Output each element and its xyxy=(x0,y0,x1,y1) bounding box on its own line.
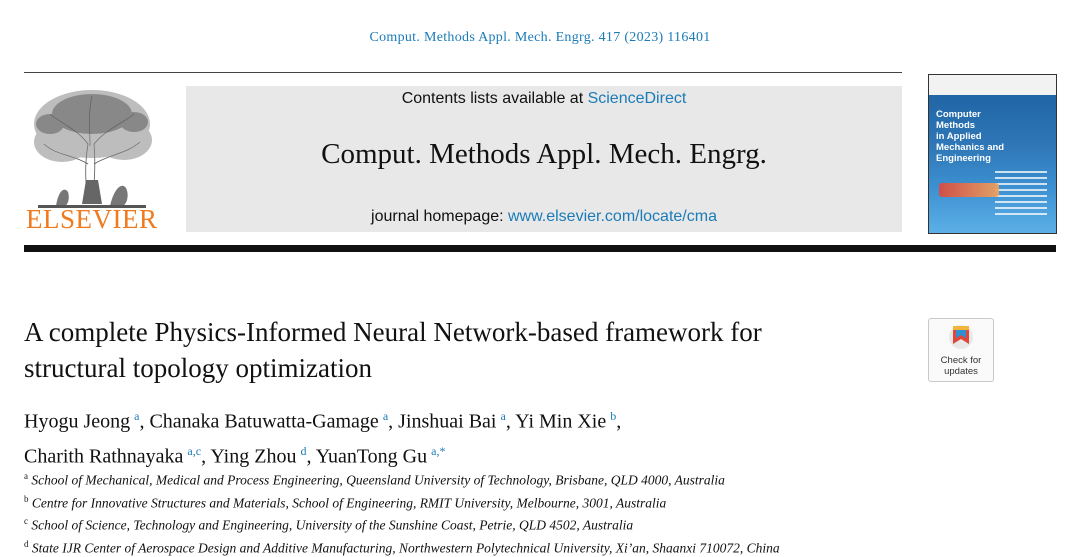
author-name[interactable]: YuanTong Gu xyxy=(316,445,427,467)
cover-graphic xyxy=(939,183,999,197)
affiliation-list xyxy=(24,467,1064,557)
affiliation-item xyxy=(24,467,1064,490)
cover-title xyxy=(936,109,1051,164)
author-name[interactable]: Yi Min Xie xyxy=(515,411,606,433)
affiliation-text: School of Science, Technology and Engineering, University of the Sunshine Coast, Petrie, QLD 4502, Australia xyxy=(31,518,633,533)
author-affiliation-marker[interactable]: d xyxy=(300,444,306,458)
affiliation-text: School of Mechanical, Medical and Process Engineering, Queensland University of Technology, Brisbane, QLD 4000, Australia xyxy=(31,473,725,488)
author-name[interactable]: Chanaka Batuwatta-Gamage xyxy=(149,411,378,433)
contents-prefix: Contents lists available at xyxy=(402,90,588,107)
affiliation-key: c xyxy=(24,516,28,526)
author-line xyxy=(24,402,924,437)
author-affiliation-marker[interactable]: a xyxy=(383,409,388,423)
journal-homepage-line xyxy=(186,208,902,226)
article-title xyxy=(24,314,904,386)
author-separator: , xyxy=(201,445,210,467)
journal-citation[interactable]: Comput. Methods Appl. Mech. Engrg. 417 (2023) 116401 xyxy=(0,30,1080,46)
affiliation-text: Centre for Innovative Structures and Materials, School of Engineering, RMIT University, Melbourne, 3001, Australia xyxy=(32,495,666,510)
check-updates-line: updates xyxy=(929,366,993,377)
publisher-name: ELSEVIER xyxy=(26,204,166,235)
check-updates-label xyxy=(929,355,993,377)
homepage-prefix: journal homepage: xyxy=(371,208,508,225)
author-name[interactable]: Ying Zhou xyxy=(210,445,296,467)
cover-title-line: Methods xyxy=(936,120,1051,131)
cover-header-strip xyxy=(929,75,1056,95)
affiliation-key: a xyxy=(24,471,28,481)
author-separator: , xyxy=(616,411,621,433)
header-divider xyxy=(24,72,902,73)
cover-title-line: Computer xyxy=(936,109,1051,120)
cover-title-line: Engineering xyxy=(936,153,1051,164)
header-bottom-rule xyxy=(24,245,1056,252)
author-affiliation-marker[interactable]: a xyxy=(134,409,139,423)
affiliation-key: b xyxy=(24,494,29,504)
affiliation-key: d xyxy=(24,539,29,549)
banner-journal-title: Comput. Methods Appl. Mech. Engrg. xyxy=(186,138,902,171)
author-name[interactable]: Charith Rathnayaka xyxy=(24,445,183,467)
author-name[interactable]: Jinshuai Bai xyxy=(398,411,496,433)
affiliation-text: State IJR Center of Aerospace Design and Additive Manufacturing, Northwestern Polytechnical University, Xi’an, Shaanxi 710072, China xyxy=(32,540,780,555)
author-separator: , xyxy=(139,411,149,433)
article-title-line: A complete Physics-Informed Neural Network-based framework for xyxy=(24,314,904,350)
author-separator: , xyxy=(388,411,398,433)
author-separator: , xyxy=(506,411,515,433)
author-separator: , xyxy=(306,445,315,467)
affiliation-item xyxy=(24,512,1064,535)
affiliation-item xyxy=(24,490,1064,513)
cover-title-line: in Applied xyxy=(936,131,1051,142)
author-affiliation-marker[interactable]: a,* xyxy=(431,444,445,458)
cover-editor-list xyxy=(995,171,1047,219)
journal-homepage-link[interactable]: www.elsevier.com/locate/cma xyxy=(508,208,717,225)
author-list xyxy=(24,402,924,471)
sciencedirect-link[interactable]: ScienceDirect xyxy=(588,90,687,107)
article-title-line: structural topology optimization xyxy=(24,350,904,386)
author-affiliation-marker[interactable]: a xyxy=(501,409,506,423)
journal-banner xyxy=(186,86,902,232)
check-updates-line: Check for xyxy=(929,355,993,366)
journal-cover-image[interactable] xyxy=(928,74,1057,234)
cover-title-line: Mechanics and xyxy=(936,142,1051,153)
check-updates-bookmark-icon xyxy=(947,324,975,354)
author-affiliation-marker[interactable]: a,c xyxy=(187,444,201,458)
author-affiliation-marker[interactable]: b xyxy=(610,409,616,423)
contents-available-line xyxy=(186,90,902,108)
check-for-updates-button[interactable] xyxy=(928,318,994,382)
author-name[interactable]: Hyogu Jeong xyxy=(24,411,130,433)
